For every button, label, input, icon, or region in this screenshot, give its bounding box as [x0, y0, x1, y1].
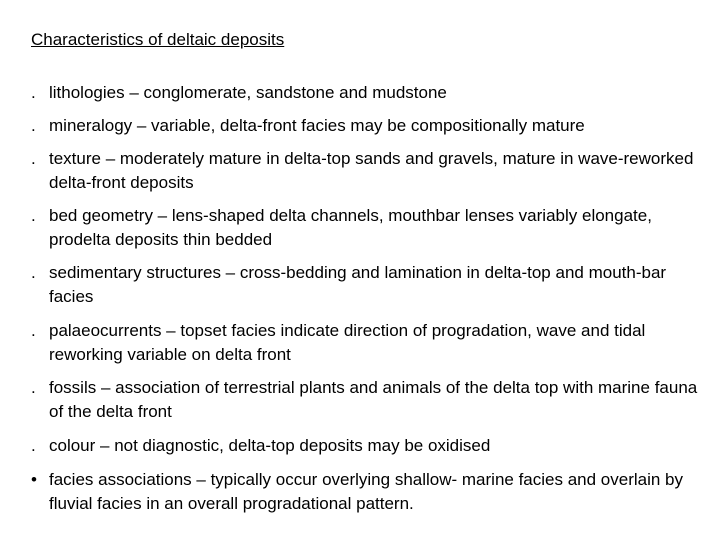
list-item-palaeocurrents: [31, 319, 715, 366]
list-marker: .: [31, 436, 36, 455]
list-item-mineralogy: [31, 114, 715, 138]
list-marker: .: [31, 378, 36, 397]
list-item-text: facies associations – typically occur overlying shallow- marine facies and overlain by fluvial facies in an overall progradational pattern.: [49, 470, 684, 513]
list-marker: .: [31, 321, 36, 340]
list-item-text: mineralogy – variable, delta-front facies may be compositionally mature: [49, 116, 585, 135]
list-item-lithologies: [31, 81, 715, 105]
list-marker: .: [31, 83, 36, 102]
list-marker: .: [31, 116, 36, 135]
list-item-text: texture – moderately mature in delta-top sands and gravels, mature in wave-reworked delta-front deposits: [49, 149, 694, 192]
list-item-text: colour – not diagnostic, delta-top deposits may be oxidised: [49, 436, 491, 455]
list-item-text: palaeocurrents – topset facies indicate direction of progradation, wave and tidal reworking variable on delta front: [49, 321, 646, 364]
list-item-colour: [31, 434, 715, 458]
list-item-sedimentary-structures: [31, 261, 715, 308]
list-marker: •: [31, 470, 37, 489]
list-marker: .: [31, 206, 36, 225]
list-item-facies-associations: [31, 468, 715, 515]
list-item-bed-geometry: [31, 204, 715, 251]
list-marker: .: [31, 263, 36, 282]
list-item-fossils: [31, 376, 715, 423]
slide-title: Characteristics of deltaic deposits: [31, 30, 285, 49]
list-item-text: lithologies – conglomerate, sandstone and mudstone: [49, 83, 447, 102]
list-item-text: bed geometry – lens-shaped delta channels, mouthbar lenses variably elongate, prodelta deposits thin bedded: [49, 206, 652, 249]
list-item-text: sedimentary structures – cross-bedding and lamination in delta-top and mouth-bar facies: [49, 263, 667, 306]
list-item-text: fossils – association of terrestrial plants and animals of the delta top with marine fauna of the delta front: [49, 378, 698, 421]
list-item-texture: [31, 147, 715, 194]
list-marker: .: [31, 149, 36, 168]
